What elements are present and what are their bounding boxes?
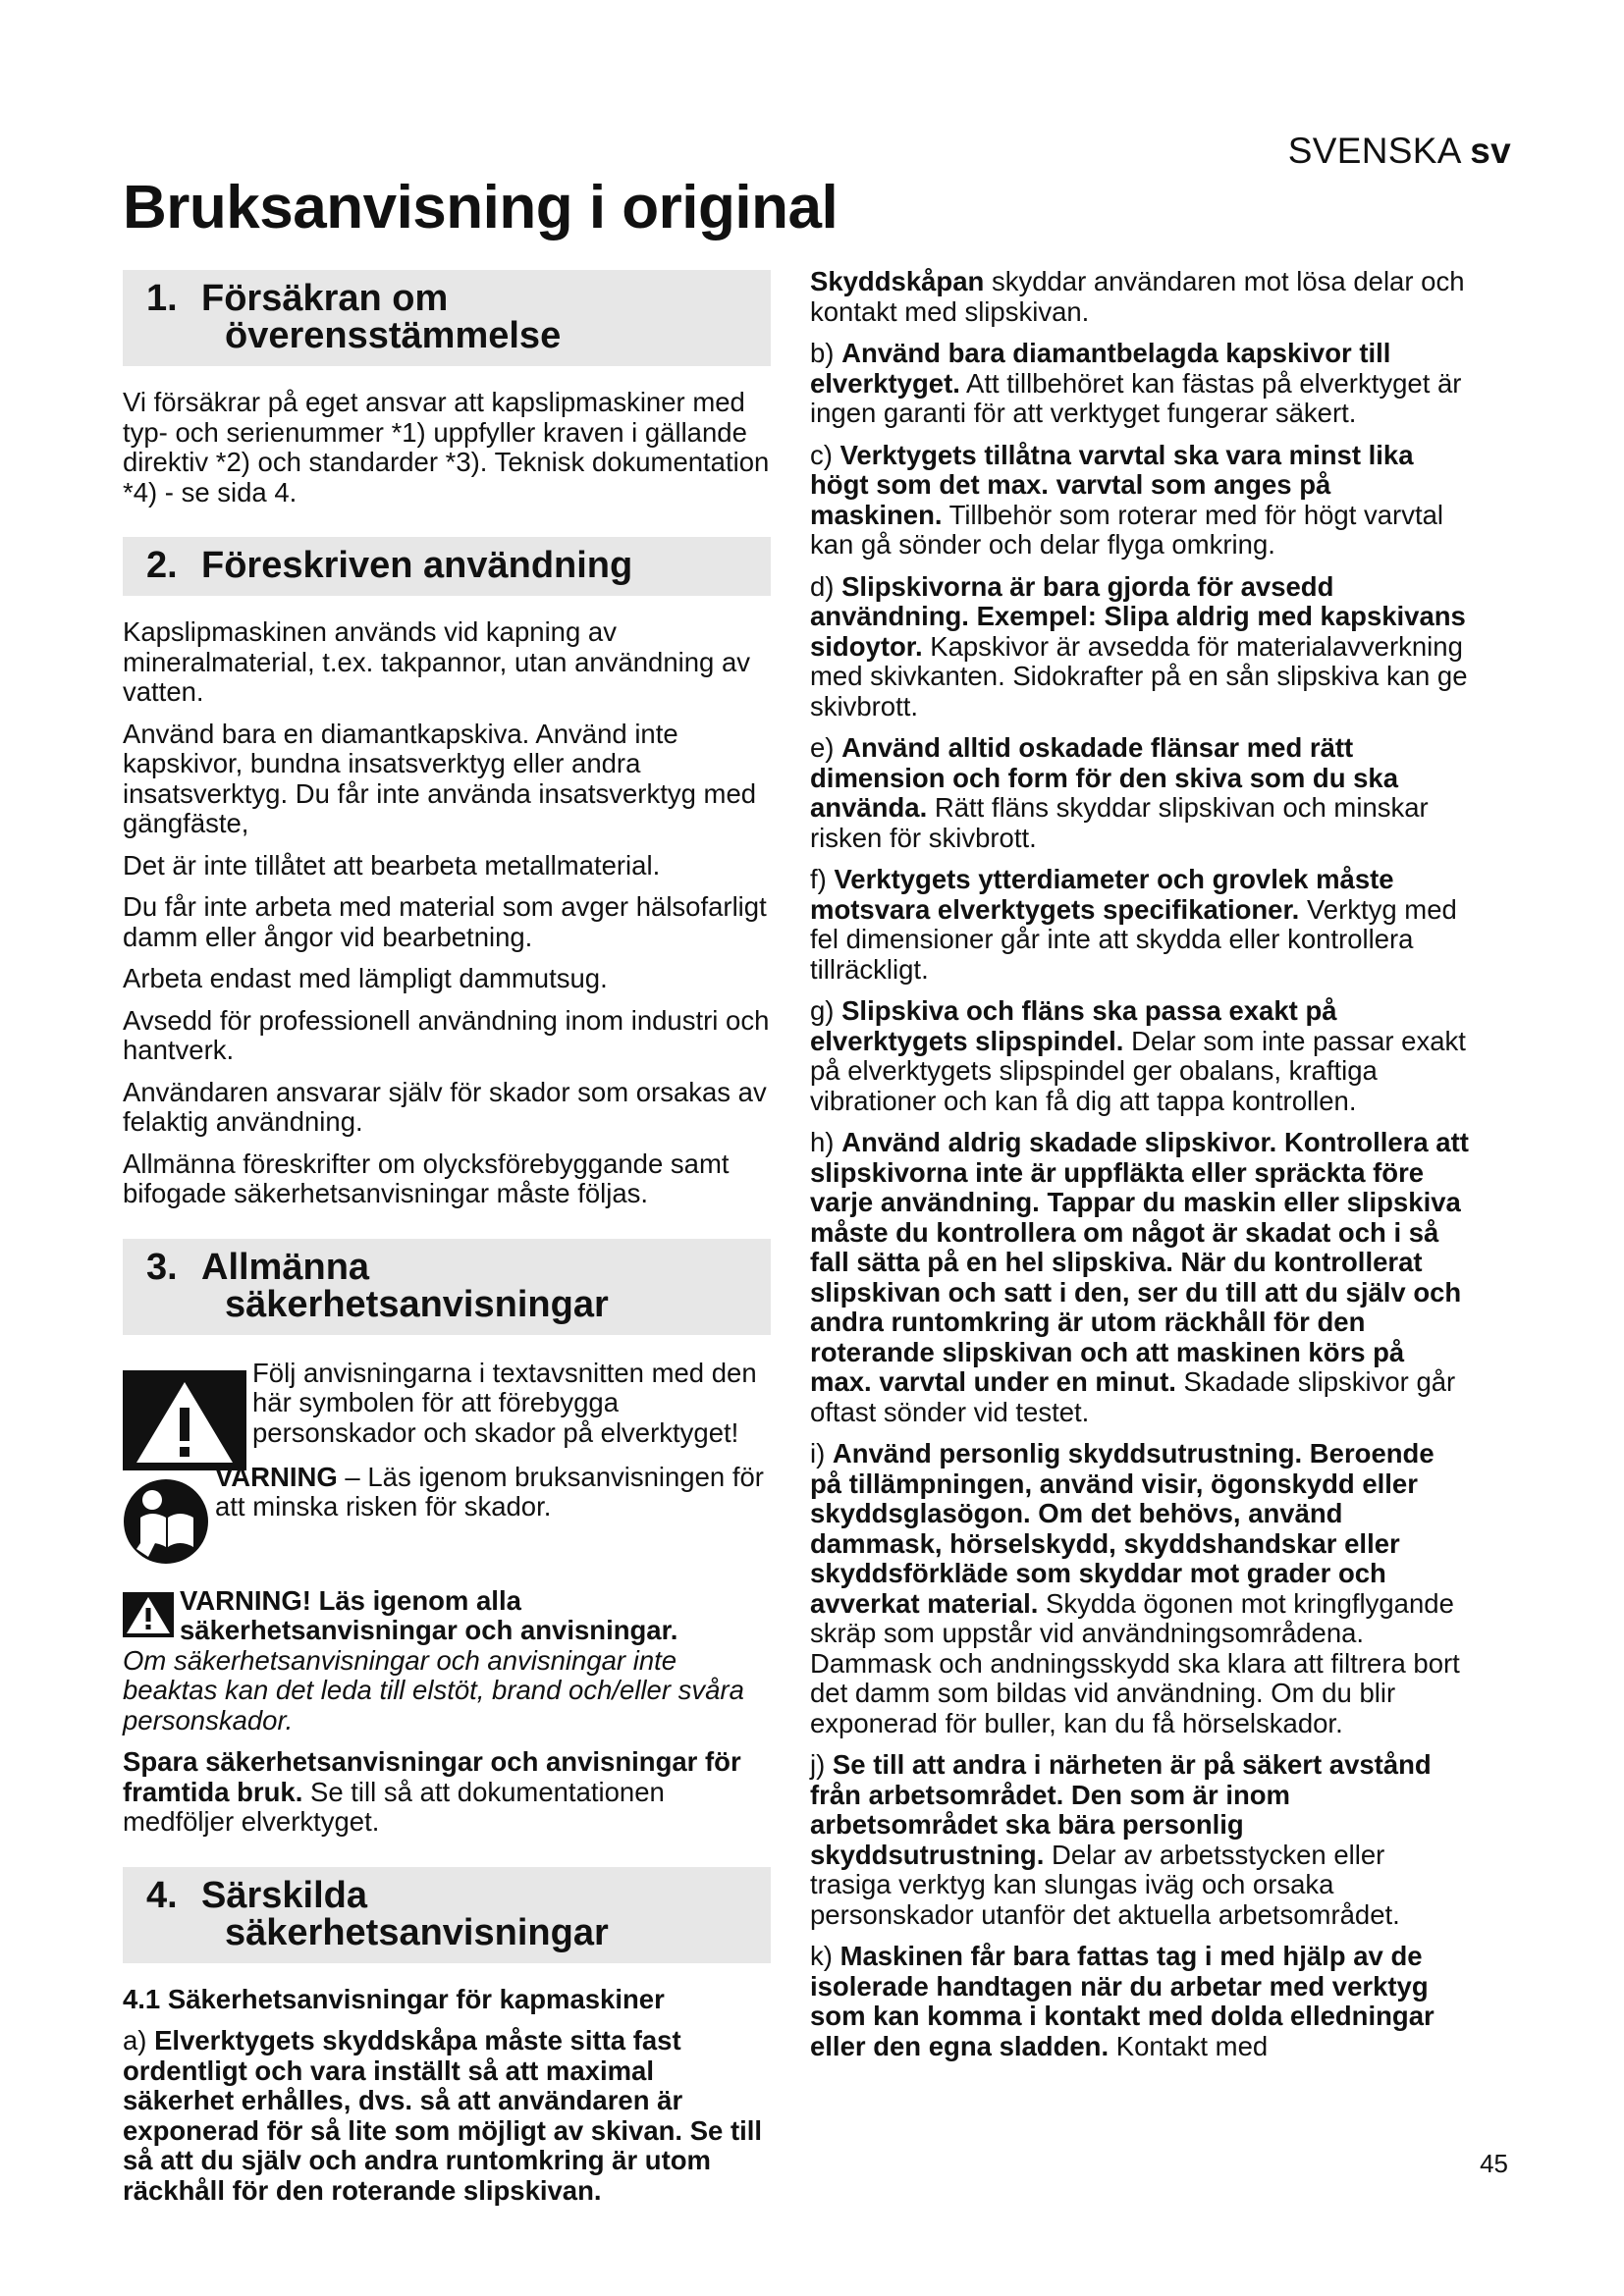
right-column <box>810 267 1470 2073</box>
section-1-heading <box>123 270 771 366</box>
section-2-para: Det är inte tillåtet att bearbeta metallmaterial. <box>123 849 661 881</box>
item-label: k) <box>810 1941 840 1971</box>
list-item <box>810 1942 1470 2061</box>
item-text: Skydda ögonen mot kringflygande skräp som uppstår vid användningsområdena. Dammask och andningsskydd ska klara att filtrera bort det damm som bildas vid användning. Om du blir exponerad för buller, kan du få hörselskador. <box>810 1587 1460 1738</box>
item-label: h) <box>810 1127 842 1157</box>
section-2-para: Du får inte arbeta med material som avger hälsofarligt damm eller ångor vid bearbetning. <box>123 891 767 952</box>
section-3-heading <box>123 1239 771 1335</box>
warning-symbol-text: Följ anvisningarna i textavsnitten med den här symbolen för att förebygga personskador och skador på elverktyget! <box>252 1357 757 1448</box>
item-label: e) <box>810 732 842 763</box>
item-text: Delar som inte passar exakt på elverktygets slipspindel ger obalans, kraftiga vibrationer och kan få dig att tappa kontrollen. <box>810 1025 1466 1116</box>
list-item <box>810 1750 1470 1930</box>
section-2-para: Avsedd för professionell användning inom industri och hantverk. <box>123 1004 770 1065</box>
item-label: b) <box>810 338 842 368</box>
list-item <box>810 733 1470 853</box>
list-item <box>810 267 1470 327</box>
section-2-para: Använd bara en diamantkapskiva. Använd inte kapskivor, bundna insatsverktyg eller andra insatsverktyg. Du får inte använda insatsverktyg med gängfäste, <box>123 718 757 838</box>
item-label: j) <box>810 1749 833 1780</box>
section-3-title-line1: Allmänna <box>201 1246 370 1288</box>
section-2-body <box>123 617 771 1209</box>
section-2-number: 2. <box>146 545 178 586</box>
section-4-title-line2: säkerhetsanvisningar <box>225 1911 609 1953</box>
item-text: Kontakt med <box>1109 2030 1269 2061</box>
section-1-body: Vi försäkrar på eget ansvar att kapslipmaskiner med typ- och serienummer *1) uppfyller kraven i gällande direktiv *2) och standarder *3). Teknisk dokumentation *4) - se sida 4. <box>123 387 770 507</box>
page-title: Bruksanvisning i original <box>123 174 839 241</box>
page-number: 45 <box>1480 2149 1508 2178</box>
general-warning-italic: Om säkerhetsanvisningar och anvisningar inte beaktas kan det leda till elstöt, brand och/eller svåra personskador. <box>123 1644 744 1735</box>
keep-instructions-bold: Spara säkerhetsanvisningar och anvisningar för framtida bruk. <box>123 1746 741 1807</box>
section-3-number: 3. <box>146 1246 178 1288</box>
read-manual-icon <box>123 1478 209 1565</box>
item-label: d) <box>810 570 842 602</box>
item-text: skyddar användaren mot lösa delar och kontakt med slipskivan. <box>810 266 1465 327</box>
general-warning <box>123 1586 771 1646</box>
subsection-4-1-heading: 4.1 Säkerhetsanvisningar för kapmaskiner <box>123 1983 665 2014</box>
section-4-heading <box>123 1867 771 1963</box>
item-text: Skadade slipskivor går oftast sönder vid testet. <box>810 1366 1456 1427</box>
section-1-title-line1: Försäkran om <box>201 278 449 319</box>
list-item <box>810 339 1470 429</box>
language-code: sv <box>1470 131 1511 171</box>
item-bold: Använd aldrig skadade slipskivor. Kontrollera att slipskivorna inte är uppfläkta eller spräckta före varje användning. Tappar du maskin eller slipskiva måste du kontrollera om något är skadat och i så fall sätta på en hel slipskiva. När du kontrollerat slipskivan och satt i den, ser du till att du själv och andra runtomkring är utom räckhåll för den roterande slipskivan och att maskinen körs på max. varvtal under en minut. <box>810 1127 1469 1397</box>
section-1-number: 1. <box>146 278 178 319</box>
item-bold: Se till att andra i närheten är på säkert avstånd från arbetsområdet. Den som är inom arbetsområdet ska bära personlig skyddsutrustning. <box>810 1749 1432 1870</box>
section-2-para: Kapslipmaskinen används vid kapning av mineralmaterial, t.ex. takpannor, utan användning av vatten. <box>123 616 750 707</box>
item-text: Att tillbehöret kan fästas på elverktyget är ingen garanti för att verktyget fungerar säkert. <box>810 367 1462 428</box>
item-bold: Skyddskåpan <box>810 266 985 296</box>
section-4-number: 4. <box>146 1874 178 1916</box>
language-name: SVENSKA <box>1287 131 1460 171</box>
item-bold: Slipskivorna är bara gjorda för avsedd användning. Exempel: Slipa aldrig med kapskivans sidoytor. <box>810 570 1466 662</box>
list-item <box>810 1439 1470 1738</box>
item-a-bold: Elverktygets skyddskåpa måste sitta fast ordentligt och vara inställt så att maximal säkerhet erhålles, dvs. så att användaren är exponerad för så lite som möjligt av skivan. Se till så att du själv och andra runtomkring är utom räckhåll för den roterande slipskivan. <box>123 2025 763 2206</box>
item-label: c) <box>810 439 840 470</box>
item-bold: Verktygets ytterdiameter och grovlek måste motsvara elverktygets specifikationer. <box>810 864 1394 925</box>
section-3-title-line2: säkerhetsanvisningar <box>225 1283 609 1325</box>
warning-triangle-icon <box>123 1370 246 1470</box>
keep-instructions-text: Se till så att dokumentationen medföljer elverktyget. <box>123 1776 665 1837</box>
read-manual-text <box>123 1463 771 1522</box>
language-label <box>1288 131 1511 172</box>
item-label: f) <box>810 864 835 894</box>
item-a-label: a) <box>123 2025 155 2056</box>
section-2-heading <box>123 537 771 596</box>
read-manual-plain: – Läs igenom bruksanvisningen för att minska risken för skador. <box>215 1461 764 1522</box>
item-a <box>123 2026 771 2206</box>
item-label: i) <box>810 1438 833 1468</box>
list-item <box>810 441 1470 561</box>
section-2-para: Användaren ansvarar själv för skador som orsakas av felaktig användning. <box>123 1076 767 1137</box>
list-item <box>810 1128 1470 1427</box>
item-text: Kapskivor är avsedda för materialavverkning med skivkanten. Sidokrafter på en sån slipskiva kan ge skivbrott. <box>810 630 1468 721</box>
list-item <box>810 996 1470 1116</box>
read-manual-block <box>123 1463 771 1557</box>
read-manual-bold: VARNING <box>215 1461 338 1492</box>
list-item <box>810 572 1470 722</box>
general-warning-text: VARNING! Läs igenom alla säkerhetsanvisningar och anvisningar. <box>180 1584 678 1645</box>
section-2-para: Allmänna föreskrifter om olycksförebyggande samt bifogade säkerhetsanvisningar måste följas. <box>123 1148 730 1208</box>
item-bold: Verktygets tillåtna varvtal ska vara minst lika högt som det max. varvtal som anges på maskinen. <box>810 439 1414 530</box>
list-item <box>810 865 1470 985</box>
item-label: g) <box>810 995 842 1026</box>
warning-symbol-block <box>123 1357 771 1459</box>
left-column <box>123 270 771 2217</box>
item-text: Verktyg med fel dimensioner går inte att skydda eller kontrollera tillräckligt. <box>810 893 1457 985</box>
item-bold: Använd alltid oskadade flänsar med rätt dimension och form för den skiva som du ska använda. <box>810 732 1399 823</box>
section-2-para: Arbeta endast med lämpligt dammutsug. <box>123 963 608 993</box>
item-text: Tillbehör som roterar med för högt varvtal kan gå sönder och delar flyga omkring. <box>810 499 1443 560</box>
keep-instructions <box>123 1747 771 1838</box>
item-text: Delar av arbetsstycken eller trasiga verktyg kan slungas iväg och orsaka personskador utanför det aktuella arbetsområdet. <box>810 1839 1400 1930</box>
item-bold: Maskinen får bara fattas tag i med hjälp av de isolerade handtagen när du arbetar med verktyg som kan komma i kontakt med dolda elledningar eller den egna sladden. <box>810 1941 1435 2061</box>
item-bold: Använd bara diamantbelagda kapskivor till elverktyget. <box>810 338 1391 399</box>
item-text: Rätt fläns skyddar slipskivan och minskar risken för skivbrott. <box>810 792 1429 853</box>
item-bold: Använd personlig skyddsutrustning. Beroende på tillämpningen, använd visir, ögonskydd eller skyddsglasögon. Om det behövs, använd dammask, hörselskydd, skyddshandskar eller skyddsförkläde som skyddar mot grader och avverkat material. <box>810 1438 1435 1619</box>
small-warning-triangle-icon <box>123 1592 174 1637</box>
section-4-title-line1: Särskilda <box>201 1874 367 1916</box>
section-2-title: Föreskriven användning <box>201 545 633 586</box>
item-bold: Slipskiva och fläns ska passa exakt på elverktygets slipspindel. <box>810 995 1337 1056</box>
section-1-title-line2: överensstämmelse <box>225 315 562 356</box>
